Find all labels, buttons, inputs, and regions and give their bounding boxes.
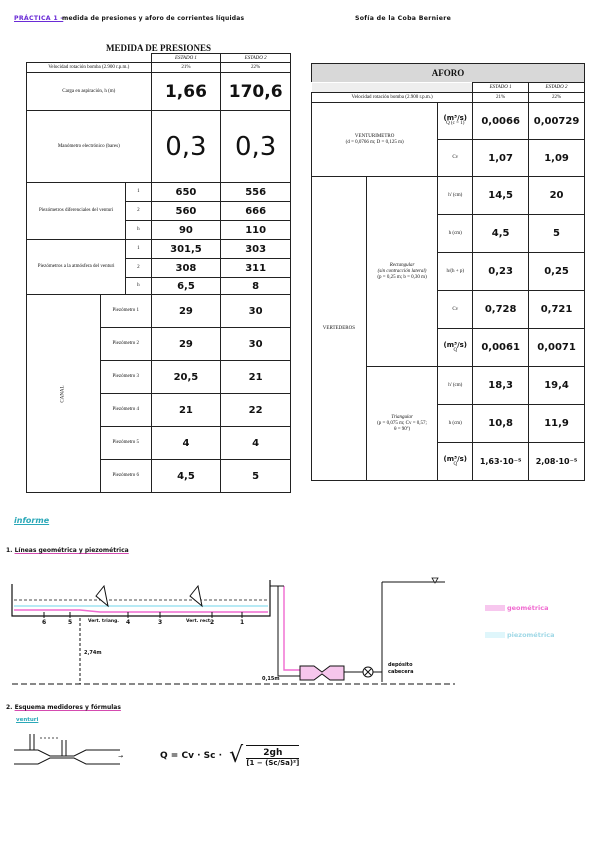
pres-mano-e2: 0,3	[221, 111, 291, 183]
aforo-venturi-q-label: (m³/s) Q (c = 1)	[438, 103, 473, 140]
pressure-table	[26, 53, 291, 493]
pres-canal-e2: 30	[221, 295, 291, 328]
pres-atm-k: h	[126, 278, 151, 295]
aforo-venturi-q-e1: 0,0066	[473, 103, 529, 140]
aforo-tri-e2: 19,4	[529, 367, 585, 405]
pres-canal-k: Piezómetro 5	[100, 427, 151, 460]
pres-col-estado2: ESTADO 2	[221, 54, 291, 63]
aforo-col-estado1: ESTADO 1	[473, 83, 529, 93]
pres-atm-k: 2	[126, 259, 151, 278]
pres-atm-k: 1	[126, 240, 151, 259]
aforo-table-caption: AFORO	[311, 63, 585, 82]
pres-canal-e1: 4	[151, 427, 221, 460]
aforo-tri-q-e2: 2,08·10⁻⁵	[529, 443, 585, 481]
aforo-tri-e1: 18,3	[473, 367, 529, 405]
aforo-rect-e1: 0,728	[473, 291, 529, 329]
pres-dif-e2: 556	[221, 183, 291, 202]
rectangular-weir-icon	[190, 586, 202, 606]
aforo-rect-k: Cv	[438, 291, 473, 329]
aforo-rect-k: h/(h + p)	[438, 253, 473, 291]
pres-mano-label: Manómetro electrónico (bares)	[27, 111, 152, 183]
channel-diagram	[0, 552, 599, 692]
practice-subtitle: medida de presiones y aforo de corrientes líquidas	[62, 15, 245, 22]
pres-canal-e1: 29	[151, 295, 221, 328]
aforo-tri-q-e1: 1,63·10⁻⁵	[473, 443, 529, 481]
pres-carga-label: Carga en aspiración, h (m)	[27, 73, 152, 111]
legend-piezometric-swatch	[485, 632, 505, 638]
piezo-label-4: 4	[126, 619, 131, 626]
aforo-rect-e2: 5	[529, 215, 585, 253]
aforo-tri-q-label: (m³/s) Q	[438, 443, 473, 481]
aforo-venturi-q-e2: 0,00729	[529, 103, 585, 140]
pres-carga-e1: 1,66	[151, 73, 221, 111]
aforo-rect-k: h (cm)	[438, 215, 473, 253]
aforo-tri-label: Triangular (p = 0,075 m; Cv = 0,57; θ = 90º)	[366, 367, 438, 481]
label-deposito2: cabecera	[388, 669, 414, 675]
return-pipe	[278, 586, 300, 676]
pres-canal-k: Piezómetro 6	[100, 460, 151, 493]
pres-canal-e1: 21	[151, 394, 221, 427]
aforo-venturi-cv-e2: 1,09	[529, 140, 585, 177]
formula-prefix: Q = Cv · Sc ·	[160, 751, 222, 761]
pres-canal-e2: 5	[221, 460, 291, 493]
label-level-b: 0,15m	[262, 676, 280, 682]
piezo-label-5: 5	[68, 619, 73, 626]
informe-heading: informe	[14, 516, 50, 525]
pres-col-estado1: ESTADO 1	[151, 54, 221, 63]
label-deposito: depósito	[388, 662, 413, 668]
pres-atm-e2: 8	[221, 278, 291, 295]
pres-canal-k: Piezómetro 4	[100, 394, 151, 427]
legend-geometric-swatch	[485, 605, 505, 611]
pres-dif-e1: 90	[151, 221, 221, 240]
venturi-schematic	[10, 728, 145, 778]
venturi-icon	[300, 666, 344, 680]
piezo-label-1: 1	[240, 619, 245, 626]
pres-canal-label: CANAL	[27, 295, 101, 493]
pres-canal-e2: 30	[221, 328, 291, 361]
aforo-rect-e1: 4,5	[473, 215, 529, 253]
pres-dif-k: h	[126, 221, 151, 240]
pres-mano-e1: 0,3	[151, 111, 221, 183]
aforo-rect-q-e2: 0,0071	[529, 329, 585, 367]
pres-atm-label: Piezómetros a la atmósfera del venturi	[27, 240, 126, 295]
sqrt-icon: √	[229, 743, 244, 768]
aforo-table-section	[311, 63, 585, 481]
aforo-tri-k: h (cm)	[438, 405, 473, 443]
pres-dif-e1: 560	[151, 202, 221, 221]
triangular-weir-icon	[96, 586, 108, 606]
pres-atm-e1: 301,5	[151, 240, 221, 259]
aforo-vel-label: Velocidad rotación bomba (2.900 r.p.m.)	[312, 93, 473, 103]
author-name: Sofía de la Coba Berniere	[355, 15, 452, 22]
aforo-venturi-cv-e1: 1,07	[473, 140, 529, 177]
aforo-rect-q-e1: 0,0061	[473, 329, 529, 367]
label-vert-rect: Vert. rect.	[186, 619, 212, 624]
pres-dif-e2: 666	[221, 202, 291, 221]
aforo-rect-e2: 0,721	[529, 291, 585, 329]
aforo-vel-e1: 21%	[473, 93, 529, 103]
pres-canal-e2: 21	[221, 361, 291, 394]
aforo-tri-k: h' (cm)	[438, 367, 473, 405]
aforo-rect-label: Rectangular (sin contracción lateral) (p = 0,25 m; b = 0,30 m)	[366, 177, 438, 367]
pres-canal-e1: 4,5	[151, 460, 221, 493]
aforo-venturi-label: VENTURIMETRO (d = 0,0766 m; D = 0,125 m)	[312, 103, 438, 177]
pres-dif-e1: 650	[151, 183, 221, 202]
piezo-label-6: 6	[42, 619, 47, 626]
aforo-rect-q-label: (m³/s) Q	[438, 329, 473, 367]
pres-canal-e2: 22	[221, 394, 291, 427]
formula-denominator: [1 − (Sc/Sa)²]	[246, 758, 300, 767]
piezo-label-3: 3	[158, 619, 163, 626]
venturi-subheading: venturi	[16, 717, 39, 723]
svg-text:→: →	[118, 753, 124, 760]
legend-piezometric: piezométrica	[485, 631, 555, 639]
geometric-line	[14, 610, 268, 612]
label-level-a: 2,74m	[84, 650, 102, 656]
aforo-rect-e1: 14,5	[473, 177, 529, 215]
geometric-pipe-line	[284, 586, 300, 670]
label-vert-triang: Vert. triang.	[88, 619, 120, 624]
pres-dif-k: 2	[126, 202, 151, 221]
pres-canal-e1: 29	[151, 328, 221, 361]
pres-dif-label: Piezómetros diferenciales del venturi	[27, 183, 126, 240]
section1-heading: 1. Líneas geométrica y piezométrica	[6, 547, 129, 554]
practice-title: PRÁCTICA 1 -	[14, 15, 64, 22]
pres-dif-e2: 110	[221, 221, 291, 240]
aforo-rect-k: h' (cm)	[438, 177, 473, 215]
pres-atm-e1: 6,5	[151, 278, 221, 295]
pres-vel-e2: 22%	[221, 63, 291, 73]
formula-numerator: 2gh	[263, 747, 283, 758]
pres-atm-e1: 308	[151, 259, 221, 278]
pres-canal-k: Piezómetro 3	[100, 361, 151, 394]
aforo-tri-e1: 10,8	[473, 405, 529, 443]
pres-atm-e2: 311	[221, 259, 291, 278]
pressure-table-caption: MEDIDA DE PRESIONES	[105, 43, 212, 53]
pres-carga-e2: 170,6	[221, 73, 291, 111]
section2-heading: 2. Esquema medidores y fórmulas	[6, 704, 121, 711]
pres-dif-k: 1	[126, 183, 151, 202]
aforo-tri-e2: 11,9	[529, 405, 585, 443]
aforo-vert-label: VERTEDEROS	[312, 177, 367, 481]
aforo-table	[311, 82, 585, 481]
pres-canal-k: Piezómetro 2	[100, 328, 151, 361]
pres-vel-label: Velocidad rotación bomba (2.900 r.p.m.)	[27, 63, 152, 73]
aforo-vel-e2: 22%	[529, 93, 585, 103]
aforo-rect-e1: 0,23	[473, 253, 529, 291]
pres-canal-k: Piezómetro 1	[100, 295, 151, 328]
pres-canal-e2: 4	[221, 427, 291, 460]
pres-atm-e2: 303	[221, 240, 291, 259]
pressure-table-section	[26, 43, 291, 493]
piezo-label-2: 2	[210, 619, 215, 626]
legend-geometric: geométrica	[485, 604, 549, 612]
aforo-rect-e2: 20	[529, 177, 585, 215]
venturi-formula	[160, 743, 299, 768]
aforo-venturi-cv-label: Cv	[438, 140, 473, 177]
aforo-col-estado2: ESTADO 2	[529, 83, 585, 93]
pres-vel-e1: 21%	[151, 63, 221, 73]
aforo-rect-e2: 0,25	[529, 253, 585, 291]
pres-canal-e1: 20,5	[151, 361, 221, 394]
